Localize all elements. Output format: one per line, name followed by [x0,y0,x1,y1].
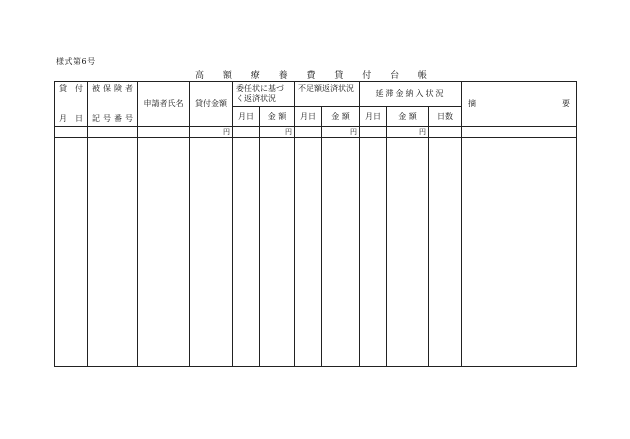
memo-left-char: 摘 [468,99,477,108]
shortfall-amount-header: 金 額 [322,107,360,127]
ledger-table [54,81,577,367]
shortfall-date-header: 月日 [295,107,322,127]
form-number: 様式第6号 [56,57,96,66]
loan-amount-yen-unit: 円 [190,127,233,138]
insured-number-header [88,82,138,127]
ledger-body-row [55,138,577,367]
delegation-amount-yen-unit: 円 [260,127,295,138]
loan-amount-header: 貸付金額 [190,82,233,127]
cell-insured-number [88,127,138,138]
cell-applicant-name [138,127,190,138]
insured-header-bottom: 記号番号 [92,114,133,123]
cell-arrears-days [429,127,462,138]
ledger-title: 高 額 療 養 費 貸 付 台 帳 [195,71,435,81]
shortfall-amount-yen-unit: 円 [322,127,360,138]
loan-header-bottom: 月 日 [59,114,83,123]
delegation-date-header: 月日 [233,107,260,127]
arrears-payment-header: 延滞金納入状況 [360,82,462,107]
cell-arrears-date [360,127,387,138]
delegation-repayment-header: 委任状に基づく返済状況 [233,82,295,107]
insured-header-top: 被保険者 [92,84,133,93]
shortfall-repayment-header: 不足額返済状況 [295,82,360,107]
memo-header [462,82,577,127]
arrears-date-header: 月日 [360,107,387,127]
arrears-days-header: 日数 [429,107,462,127]
cell-delegation-date [233,127,260,138]
delegation-amount-header: 金 額 [260,107,295,127]
loan-header-top: 貸 付 [59,84,83,93]
cell-shortfall-date [295,127,322,138]
cell-memo [462,127,577,138]
loan-date-header [55,82,88,127]
arrears-amount-header: 金 額 [387,107,429,127]
applicant-name-header: 申請者氏名 [138,82,190,127]
cell-loan-date [55,127,88,138]
arrears-amount-yen-unit: 円 [387,127,429,138]
memo-right-char: 要 [562,99,571,108]
